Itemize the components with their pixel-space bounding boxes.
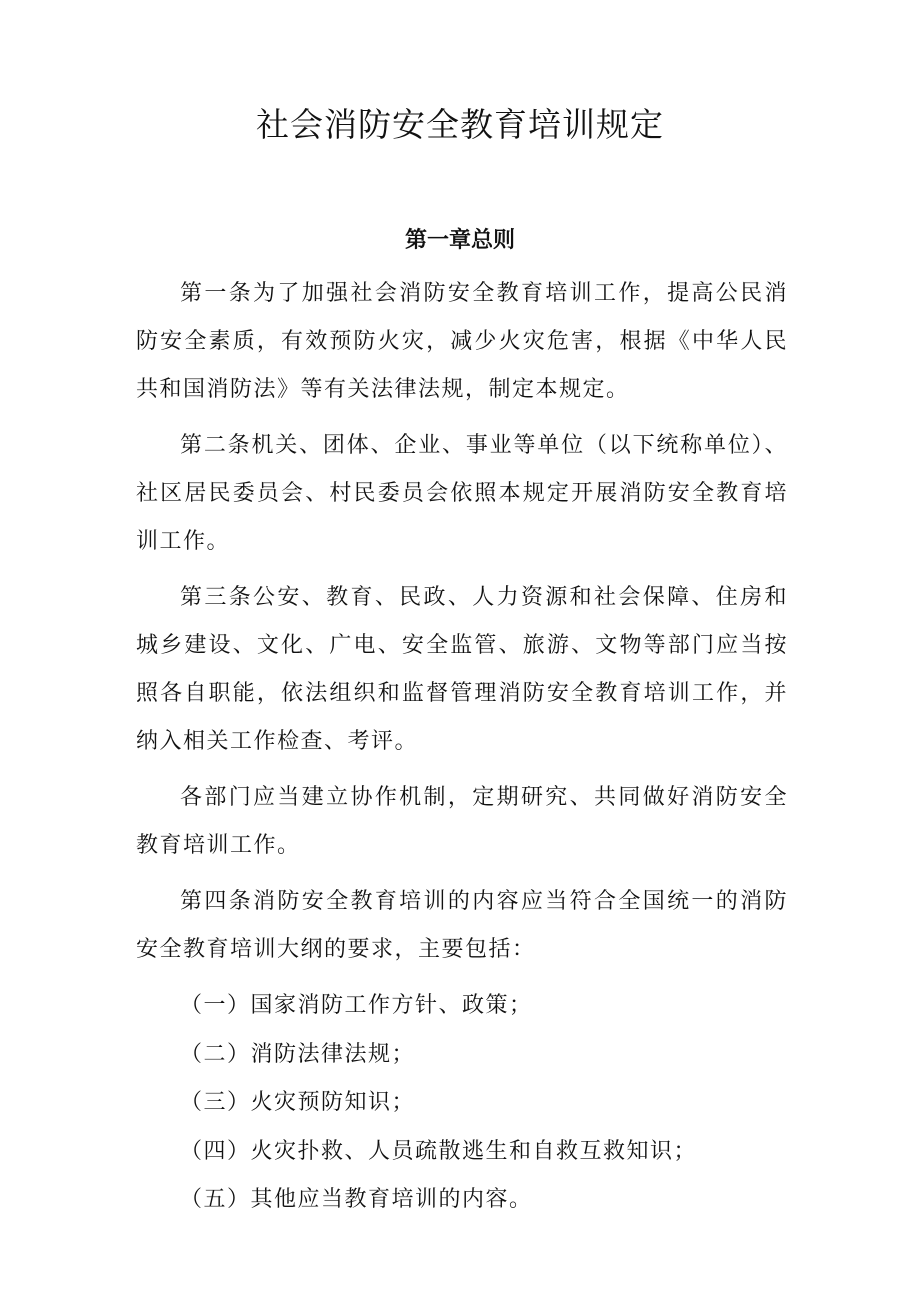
article-2-paragraph: 第二条机关、团体、企业、事业等单位（以下统称单位）、社区居民委员会、村民委员会依照本规定开展消防安全教育培训工作。 (136, 433, 788, 554)
article-1-paragraph: 第一条为了加强社会消防安全教育培训工作，提高公民消防安全素质，有效预防火灾，减少火灾危害，根据《中华人民共和国消防法》等有关法律法规，制定本规定。 (136, 281, 788, 402)
content-list-item: （四）火灾扑救、人员疏散逃生和自救互救知识； (180, 1138, 698, 1164)
chapter-heading: 第一章总则 (404, 228, 515, 253)
content-list-item: （五）其他应当教育培训的内容。 (180, 1187, 533, 1212)
article-3-paragraph: 第三条公安、教育、民政、人力资源和社会保障、住房和城乡建设、文化、广电、安全监管、旅游、文物等部门应当按照各自职能，依法组织和监督管理消防安全教育培训工作，并纳入相关工作检查、考评。 (136, 585, 788, 754)
article-3-continuation-paragraph: 各部门应当建立协作机制，定期研究、共同做好消防安全教育培训工作。 (136, 785, 788, 858)
content-list-item: （二）消防法律法规； (180, 1041, 416, 1067)
content-list-item: （三）火灾预防知识； (180, 1090, 416, 1115)
article-4-paragraph: 第四条消防安全教育培训的内容应当符合全国统一的消防安全教育培训大纲的要求，主要包括： (136, 889, 788, 962)
document-body (136, 270, 788, 1225)
document-title: 社会消防安全教育培训规定 (256, 105, 664, 144)
content-list-item: （一）国家消防工作方针、政策； (180, 993, 533, 1018)
